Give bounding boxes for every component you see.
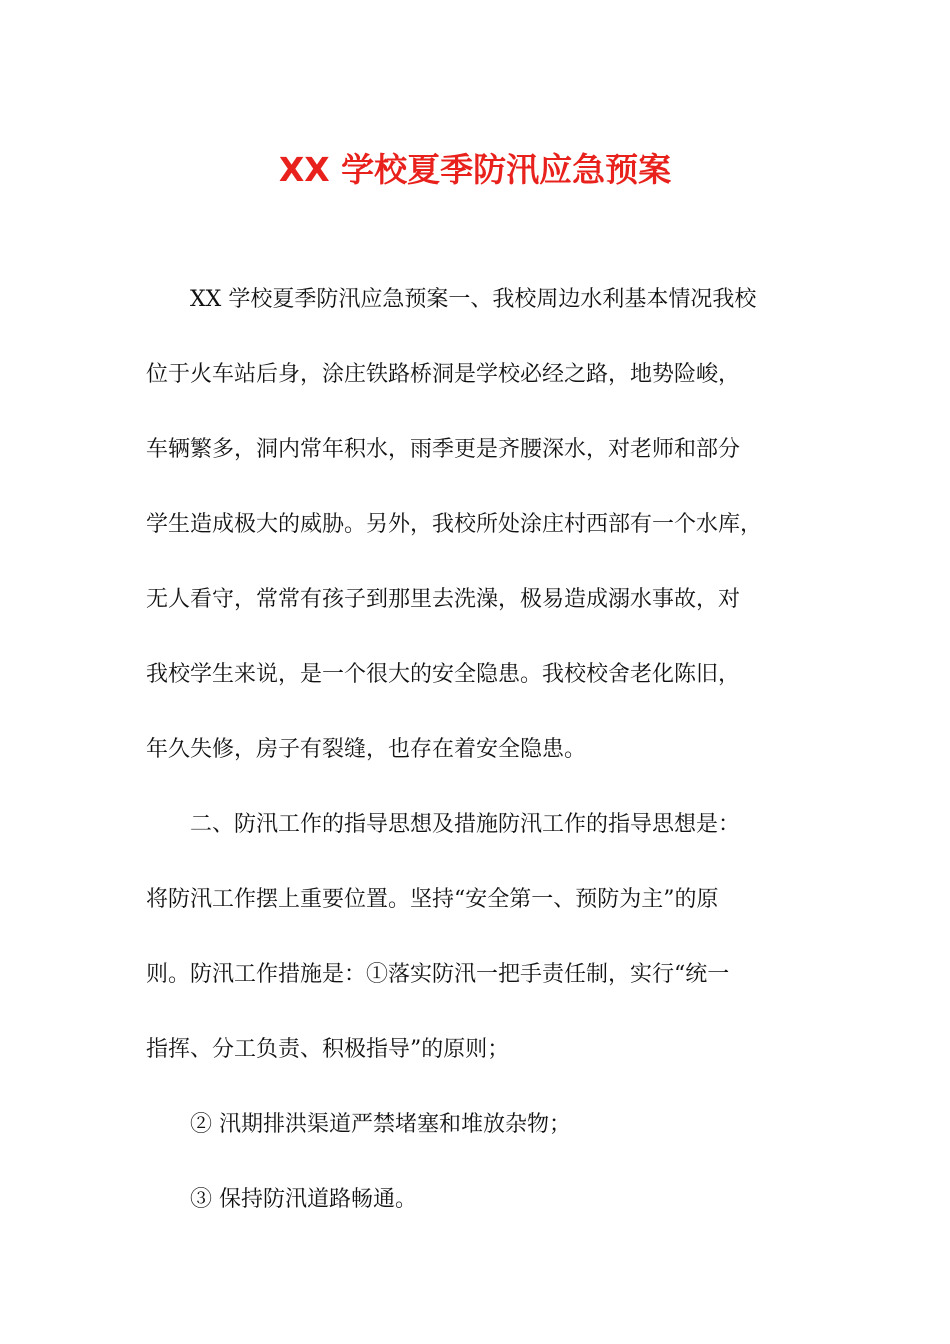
text-line: ② 汛期排洪渠道严禁堵塞和堆放杂物； — [190, 1112, 571, 1137]
text-line: 无人看守，常常有孩子到那里去洗澡，极易造成溺水事故，对 — [146, 587, 741, 612]
text-line: 将防汛工作摆上重要位置。坚持“安全第一、预防为主”的原 — [146, 887, 719, 912]
text-line: 则。防汛工作措施是：①落实防汛一把手责任制，实行“统一 — [146, 962, 730, 987]
text-line: XX 学校夏季防汛应急预案一、我校周边水利基本情况我校 — [190, 287, 757, 312]
text-line: 指挥、分工负责、积极指导”的原则； — [146, 1037, 510, 1062]
text-line: 年久失修，房子有裂缝，也存在着安全隐患。 — [146, 737, 587, 762]
text-line: 学生造成极大的威胁。另外，我校所处涂庄村西部有一个水库， — [146, 512, 763, 537]
text-line: 位于火车站后身，涂庄铁路桥洞是学校必经之路，地势险峻， — [146, 362, 741, 387]
text-line: 二、防汛工作的指导思想及措施防汛工作的指导思想是： — [190, 812, 741, 837]
text-line: 车辆繁多，洞内常年积水，雨季更是齐腰深水，对老师和部分 — [146, 437, 741, 462]
text-line: 我校学生来说，是一个很大的安全隐患。我校校舍老化陈旧， — [146, 662, 741, 687]
document-title: XX 学校夏季防汛应急预案 — [278, 150, 672, 189]
document-body — [146, 274, 806, 1249]
text-line: ③ 保持防汛道路畅通。 — [190, 1187, 417, 1212]
